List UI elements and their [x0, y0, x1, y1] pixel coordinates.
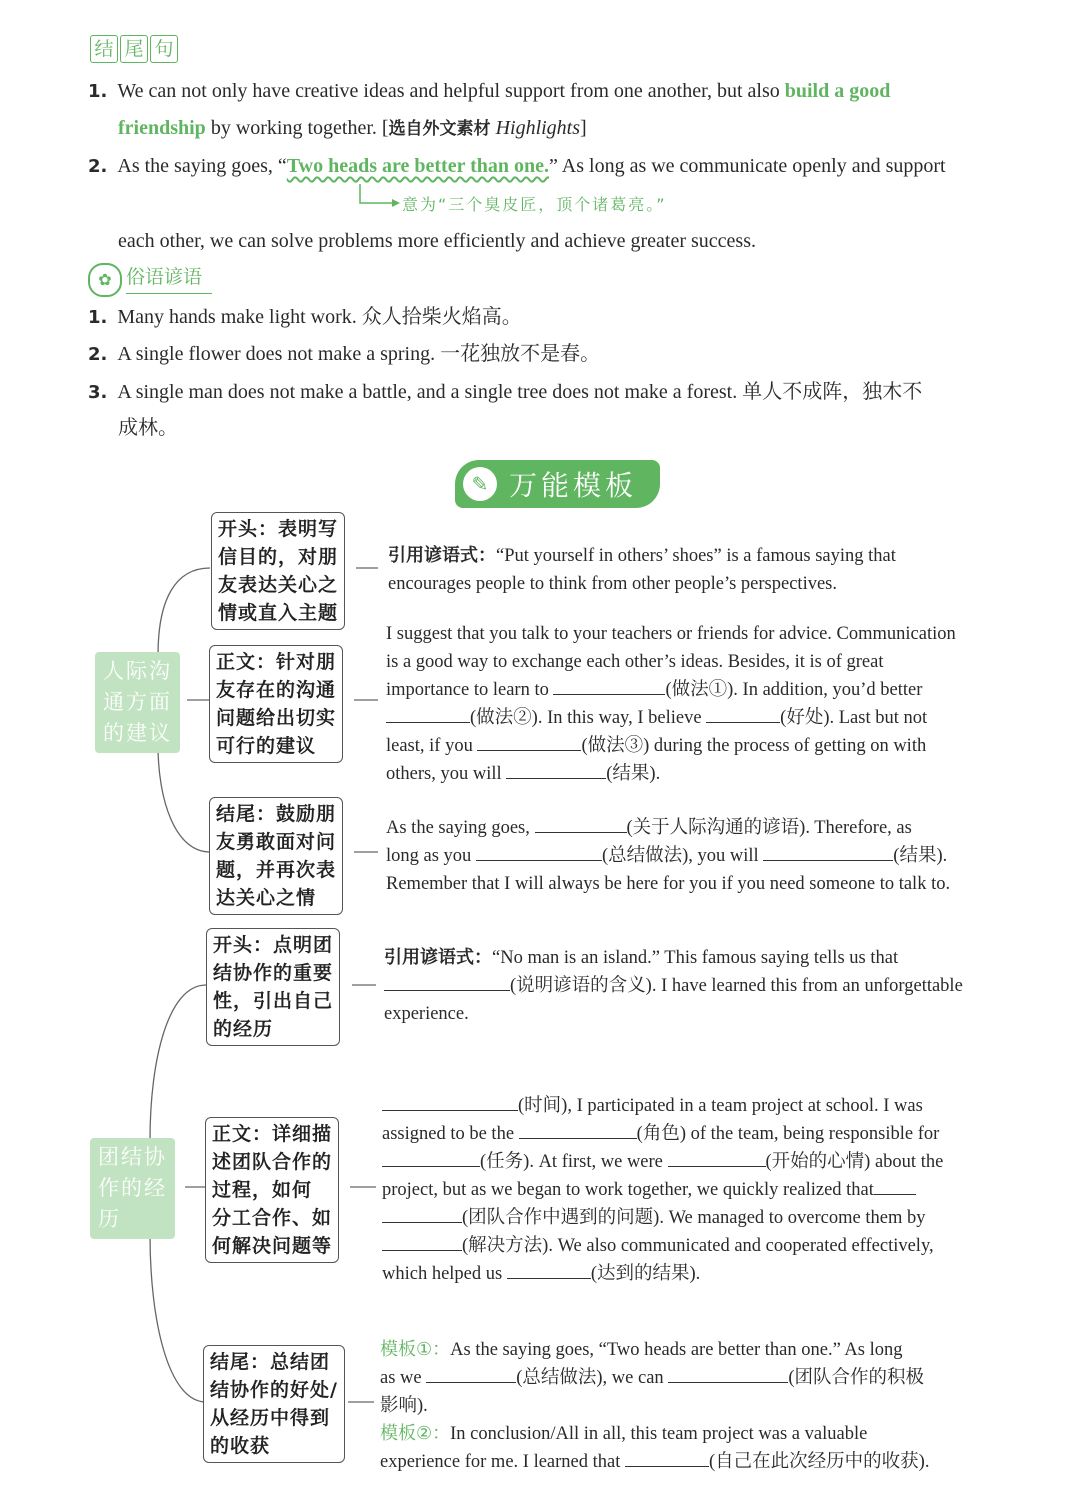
item-number: 2. [88, 156, 108, 177]
proverb-text: Many hands make light work. 众人拾柴火焰高。 [117, 306, 522, 328]
fill-blank [506, 760, 606, 779]
node-line: 性，引出自己 [213, 990, 334, 1012]
item-text: ” As long as we communicate openly and support [549, 155, 946, 177]
meaning-note: 意为“三个臭皮匠，顶个诸葛亮。” [402, 195, 667, 214]
fill-blank [553, 676, 665, 695]
node-line: 结协作的好处/ [210, 1379, 338, 1401]
highlight-phrase: friendship [118, 117, 206, 139]
template-text: (团队合作的积极 [788, 1368, 924, 1388]
template-text: (角色) of the team, being responsible for [636, 1124, 940, 1144]
fill-blank [477, 732, 581, 751]
template-text: As the saying goes, [386, 818, 535, 838]
node-line: 情或直入主题 [218, 602, 339, 624]
category-line: 通方面 [103, 690, 172, 714]
node-ending-encourage [209, 797, 343, 915]
highlight-phrase: build a good [784, 80, 891, 102]
proverbs-title: 俗语谚语 [126, 262, 212, 294]
fill-blank [382, 1148, 480, 1167]
item-text: We can not only have creative ideas and helpful support from one another, but also [117, 80, 785, 102]
node-opening-teamwork [206, 928, 340, 1046]
node-line: 友表达关心之 [218, 574, 339, 596]
template-text: (解决方法). We also communicated and cooperated effectively, [462, 1236, 934, 1256]
template-text: (说明谚语的含义). I have learned this from an unforgettable [510, 976, 963, 996]
template-text: experience for me. I learned that [380, 1452, 625, 1472]
ending-item-2-line2: each other, we can solve problems more efficiently and achieve greater success. [118, 230, 756, 252]
fill-blank [874, 1176, 916, 1195]
proverb-text: A single man does not make a battle, and a single tree does not make a forest. 单人不成阵，独木不 [117, 381, 923, 403]
ending-item-1 [88, 77, 890, 106]
ending-item-1-line2 [118, 114, 587, 143]
node-line: 友勇敢面对问 [216, 831, 337, 853]
node-line: 题，并再次表 [216, 859, 337, 881]
item-number: 1. [88, 81, 108, 102]
category-line: 历 [98, 1207, 121, 1231]
fill-blank [535, 814, 627, 833]
bracket: ] [580, 117, 587, 139]
category-line: 人际沟 [103, 659, 172, 683]
category-line: 作的经 [98, 1176, 167, 1200]
fill-blank [668, 1364, 788, 1383]
template-text: (做法②). In this way, I believe [470, 708, 707, 728]
template-label: 引用谚语式： [384, 947, 492, 968]
fill-blank [382, 1204, 462, 1223]
template-label: 模板①： [380, 1339, 451, 1360]
template-text: “No man is an island.” This famous saying tells us that [492, 948, 899, 968]
node-ending-summary [203, 1345, 345, 1463]
node-line: 信目的，对朋 [218, 546, 339, 568]
fill-blank [476, 842, 602, 861]
template-teamwork-body [382, 1092, 943, 1288]
template-text: experience. [384, 1004, 469, 1024]
template-text: (开始的心情) about the [765, 1152, 944, 1172]
node-line: 的收获 [210, 1435, 271, 1457]
node-line: 从经历中得到 [210, 1407, 331, 1429]
title-char: 尾 [120, 35, 148, 63]
template-quote-opening [388, 542, 896, 598]
proverb-item-continued: 成林。 [118, 417, 178, 439]
template-advice-body [386, 620, 956, 788]
fill-blank [668, 1148, 766, 1167]
node-body-advice [209, 645, 343, 763]
fill-blank [507, 1260, 591, 1279]
template-text: (做法③) during the process of getting on with [581, 736, 927, 756]
node-line: 何解决问题等 [212, 1235, 333, 1257]
node-line: 达关心之情 [216, 887, 317, 909]
template-text: (好处). Last but not [780, 708, 928, 728]
template-text: “Put yourself in others’ shoes” is a famous saying that [496, 546, 896, 566]
source-label: 选自外文素材 [388, 119, 491, 139]
proverb-text: A single flower does not make a spring. 一花独放不是春。 [117, 343, 601, 365]
proverb-item [88, 340, 600, 369]
node-line: 过程，如何 [212, 1179, 313, 1201]
node-line: 友存在的沟通 [216, 679, 337, 701]
template-label: 引用谚语式： [388, 545, 496, 566]
template-teamwork-ending [380, 1336, 929, 1476]
template-text: (总结做法), we can [516, 1368, 669, 1388]
template-text: As the saying goes, “Two heads are better than one.” As long [450, 1340, 903, 1360]
proverb-item [88, 303, 522, 332]
item-text: by working together. [ [205, 117, 389, 139]
fill-blank [384, 972, 510, 991]
category-line: 团结协 [98, 1145, 167, 1169]
item-number: 3. [88, 382, 108, 403]
template-text: assigned to be the [382, 1124, 519, 1144]
template-text: (关于人际沟通的谚语). Therefore, as [626, 818, 912, 838]
universal-template-banner [455, 460, 660, 508]
node-line: 述团队合作的 [212, 1151, 333, 1173]
template-advice-ending [386, 814, 950, 898]
item-text: As the saying goes, “ [117, 155, 287, 177]
template-text: (团队合作中遇到的问题). We managed to overcome them by [462, 1208, 926, 1228]
template-text: project, but as we began to work together, we quickly realized that [382, 1180, 874, 1200]
node-line: 问题给出切实 [216, 707, 337, 729]
item-number: 1. [88, 307, 108, 328]
node-line: 结协作的重要 [213, 962, 334, 984]
template-text: (总结做法), you will [601, 846, 764, 866]
template-text: (结果). [606, 764, 661, 784]
node-line: 的经历 [213, 1018, 274, 1040]
book-icon: ✎ [463, 467, 497, 501]
template-text: I suggest that you talk to your teachers or friends for advice. Communication [386, 624, 956, 644]
fill-blank [625, 1448, 709, 1467]
template-text: encourages people to think from other people’s perspectives. [388, 574, 837, 594]
category-teamwork-experience [90, 1138, 175, 1239]
title-char: 结 [90, 35, 118, 63]
template-text: 影响). [380, 1396, 428, 1416]
proverb-icon: ✿ [88, 263, 122, 297]
template-text: (达到的结果). [590, 1264, 701, 1284]
fill-blank [382, 1232, 462, 1251]
fill-blank [382, 1092, 518, 1111]
node-line: 正文：详细描 [212, 1123, 333, 1145]
template-label: 模板②： [380, 1423, 451, 1444]
fill-blank [706, 704, 780, 723]
template-text: long as you [386, 846, 476, 866]
node-line: 可行的建议 [216, 735, 317, 757]
node-opening-purpose [211, 512, 345, 630]
fill-blank [386, 704, 470, 723]
node-line: 开头：点明团 [213, 934, 334, 956]
template-text: importance to learn to [386, 680, 554, 700]
banner-title: 万能模板 [509, 469, 638, 502]
template-text: Remember that I will always be here for you if you need someone to talk to. [386, 874, 951, 894]
node-line: 开头：表明写 [218, 518, 339, 540]
category-communication-advice [95, 652, 180, 753]
highlight-phrase: Two heads are better than one. [286, 155, 550, 177]
template-text: (时间), I participated in a team project at school. I was [518, 1096, 923, 1116]
template-text: others, you will [386, 764, 507, 784]
template-text: least, if you [386, 736, 478, 756]
ending-item-2 [88, 152, 946, 181]
ending-section-title [90, 35, 178, 63]
node-line: 分工合作、如 [212, 1207, 333, 1229]
template-text: which helped us [382, 1264, 507, 1284]
source-name: Highlights [495, 117, 581, 139]
template-text: (任务). At first, we were [480, 1152, 668, 1172]
template-text: (自己在此次经历中的收获). [709, 1452, 930, 1472]
template-text: as we [380, 1368, 427, 1388]
proverb-item [88, 378, 922, 407]
node-body-process [205, 1117, 339, 1263]
fill-blank [763, 842, 893, 861]
node-line: 结尾：总结团 [210, 1351, 331, 1373]
template-text: (做法①). In addition, you’d better [665, 680, 923, 700]
template-text: is a good way to exchange each other’s ideas. Besides, it is of great [386, 652, 884, 672]
node-line: 结尾：鼓励朋 [216, 803, 337, 825]
template-text: In conclusion/All in all, this team project was a valuable [450, 1424, 868, 1444]
item-number: 2. [88, 344, 108, 365]
title-char: 句 [150, 35, 178, 63]
template-teamwork-opening [384, 944, 963, 1028]
template-text: (结果). [893, 846, 948, 866]
fill-blank [519, 1120, 637, 1139]
node-line: 正文：针对朋 [216, 651, 337, 673]
fill-blank [426, 1364, 516, 1383]
category-line: 的建议 [103, 721, 172, 745]
